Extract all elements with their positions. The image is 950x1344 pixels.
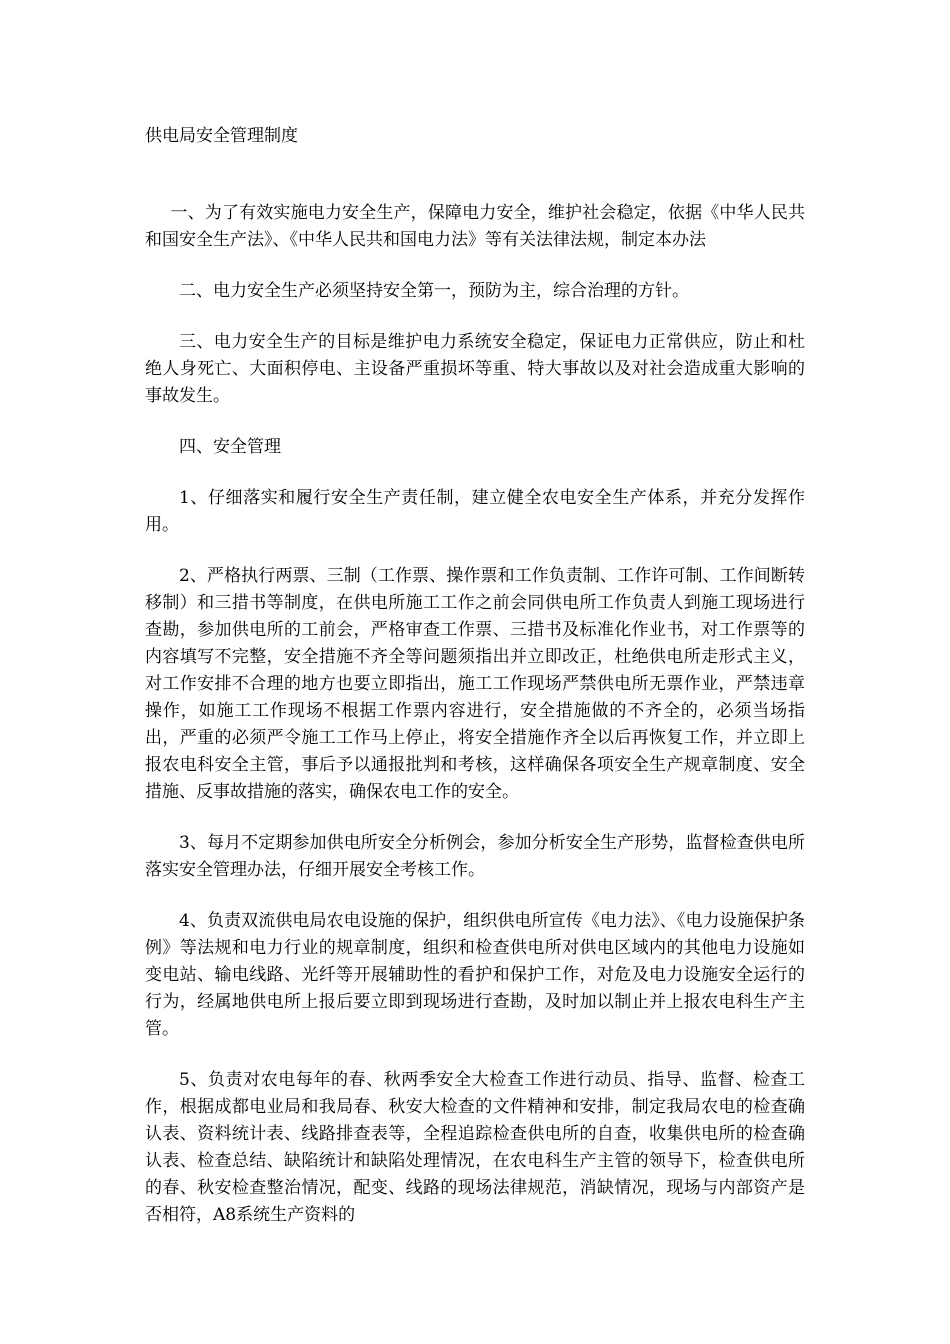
paragraph-item-3: 3、每月不定期参加供电所安全分析例会，参加分析安全生产形势，监督检查供电所落实安全管理办法，仔细开展安全考核工作。	[145, 833, 805, 880]
document-body	[145, 200, 805, 1229]
paragraph-item-1: 1、仔细落实和履行安全生产责任制，建立健全农电安全生产体系，并充分发挥作用。	[145, 488, 805, 535]
paragraph-3-goal: 三、电力安全生产的目标是维护电力系统安全稳定，保证电力正常供应，防止和杜绝人身死亡、大面积停电、主设备严重损坏等重、特大事故以及对社会造成重大影响的事故发生。	[145, 332, 805, 406]
paragraph-item-5: 5、负责对农电每年的春、秋两季安全大检查工作进行动员、指导、监督、检查工作，根据成都电业局和我局春、秋安大检查的文件精神和安排，制定我局农电的检查确认表、资料统计表、线路排查表等，全程追踪检查供电所的自查，收集供电所的检查确认表、检查总结、缺陷统计和缺陷处理情况，在农电科生产主管的领导下，检查供电所的春、秋安检查整治情况，配变、线路的现场法律规范，消缺情况，现场与内部资产是否相符，A8系统生产资料的	[145, 1070, 805, 1225]
paragraph-item-2: 2、严格执行两票、三制（工作票、操作票和工作负责制、工作许可制、工作间断转移制）和三措书等制度，在供电所施工工作之前会同供电所工作负责人到施工现场进行查勘，参加供电所的工前会，严格审查工作票、三措书及标准化作业书，对工作票等的内容填写不完整，安全措施不齐全等问题须指出并立即改正，杜绝供电所走形式主义，对工作安排不合理的地方也要立即指出，施工工作现场严禁供电所无票作业，严禁违章操作，如施工工作现场不根据工作票内容进行，安全措施做的不齐全的，必须当场指出，严重的必须严令施工工作马上停止，将安全措施作齐全以后再恢复工作，并立即上报农电科安全主管，事后予以通报批判和考核，这样确保各项安全生产规章制度、安全措施、反事故措施的落实，确保农电工作的安全。	[145, 566, 805, 802]
paragraph-4-section-heading: 四、安全管理	[179, 437, 281, 457]
paragraph-2-policy: 二、电力安全生产必须坚持安全第一，预防为主，综合治理的方针。	[179, 281, 689, 301]
paragraph-1-purpose: 一、为了有效实施电力安全生产，保障电力安全，维护社会稳定，依据《中华人民共和国安全生产法》、《中华人民共和国电力法》等有关法律法规，制定本办法	[145, 203, 805, 250]
paragraph-item-4: 4、负责双流供电局农电设施的保护，组织供电所宣传《电力法》、《电力设施保护条例》等法规和电力行业的规章制度，组织和检查供电所对供电区域内的其他电力设施如变电站、输电线路、光纤等开展辅助性的看护和保护工作，对危及电力设施安全运行的行为，经属地供电所上报后要立即到现场进行查勘，及时加以制止并上报农电科生产主管。	[145, 911, 805, 1039]
document-title: 供电局安全管理制度	[145, 126, 298, 146]
